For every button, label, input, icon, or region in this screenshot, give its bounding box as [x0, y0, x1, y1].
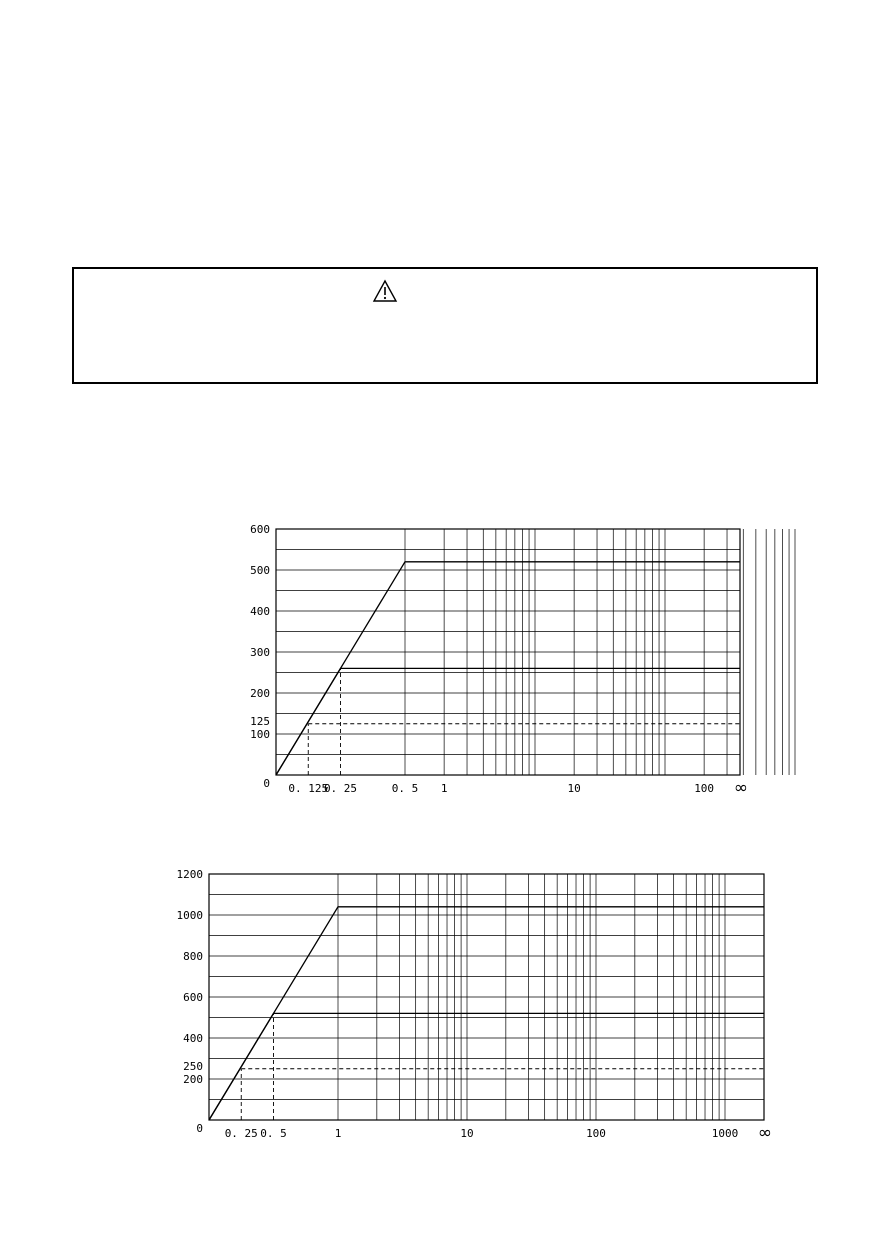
- chart-1-y-tick-label: 500: [250, 564, 270, 577]
- chart-2-y-ref-label: 250: [183, 1059, 203, 1073]
- chart-1-y-tick-label: 300: [250, 646, 270, 659]
- chart-2-y-tick-label: 600: [183, 991, 203, 1004]
- chart-2-x-tick-label: 0. 5: [260, 1127, 287, 1140]
- chart-1-x-tick-label: 0. 125: [288, 782, 329, 795]
- chart-1-y-tick-label: 600: [250, 523, 270, 536]
- chart-2-x-infinity-label: ∞: [757, 1123, 773, 1143]
- chart-2-x-tick-label: 1000: [711, 1127, 739, 1140]
- chart-2-y-tick-label: 1200: [176, 868, 203, 881]
- chart-1-origin-label: 0: [263, 777, 270, 790]
- chart-1-x-tick-label: 100: [694, 782, 715, 795]
- chart-2-y-tick-label: 400: [183, 1032, 203, 1045]
- chart-2-x-tick-label: 0. 25: [224, 1127, 258, 1140]
- chart-1-y-tick-label: 100: [250, 728, 270, 741]
- chart-1-x-tick-label: 1: [440, 782, 448, 795]
- chart-2-y-tick-label: 1000: [176, 909, 203, 922]
- chart-1-y-ref-label: 125: [250, 714, 270, 728]
- chart-2-x-tick-label: 1: [334, 1127, 342, 1140]
- chart-1-x-tick-label: 0. 5: [391, 782, 419, 795]
- chart-1-x-tick-label: 0. 25: [323, 782, 358, 795]
- chart-2-x-tick-label: 100: [586, 1127, 606, 1140]
- chart-2-series-2: [209, 1013, 764, 1120]
- chart-1-x-infinity-label: ∞: [733, 778, 749, 798]
- chart-2-x-tick-label: 10: [460, 1127, 474, 1140]
- chart-1-x-tick-label: 10: [567, 782, 581, 795]
- chart-1-y-tick-label: 200: [250, 687, 270, 700]
- chart-2-origin-label: 0: [196, 1122, 203, 1135]
- chart-2-y-tick-label: 800: [183, 950, 203, 963]
- chart-1-y-tick-label: 400: [250, 605, 270, 618]
- chart-2-y-tick-label: 200: [183, 1073, 203, 1086]
